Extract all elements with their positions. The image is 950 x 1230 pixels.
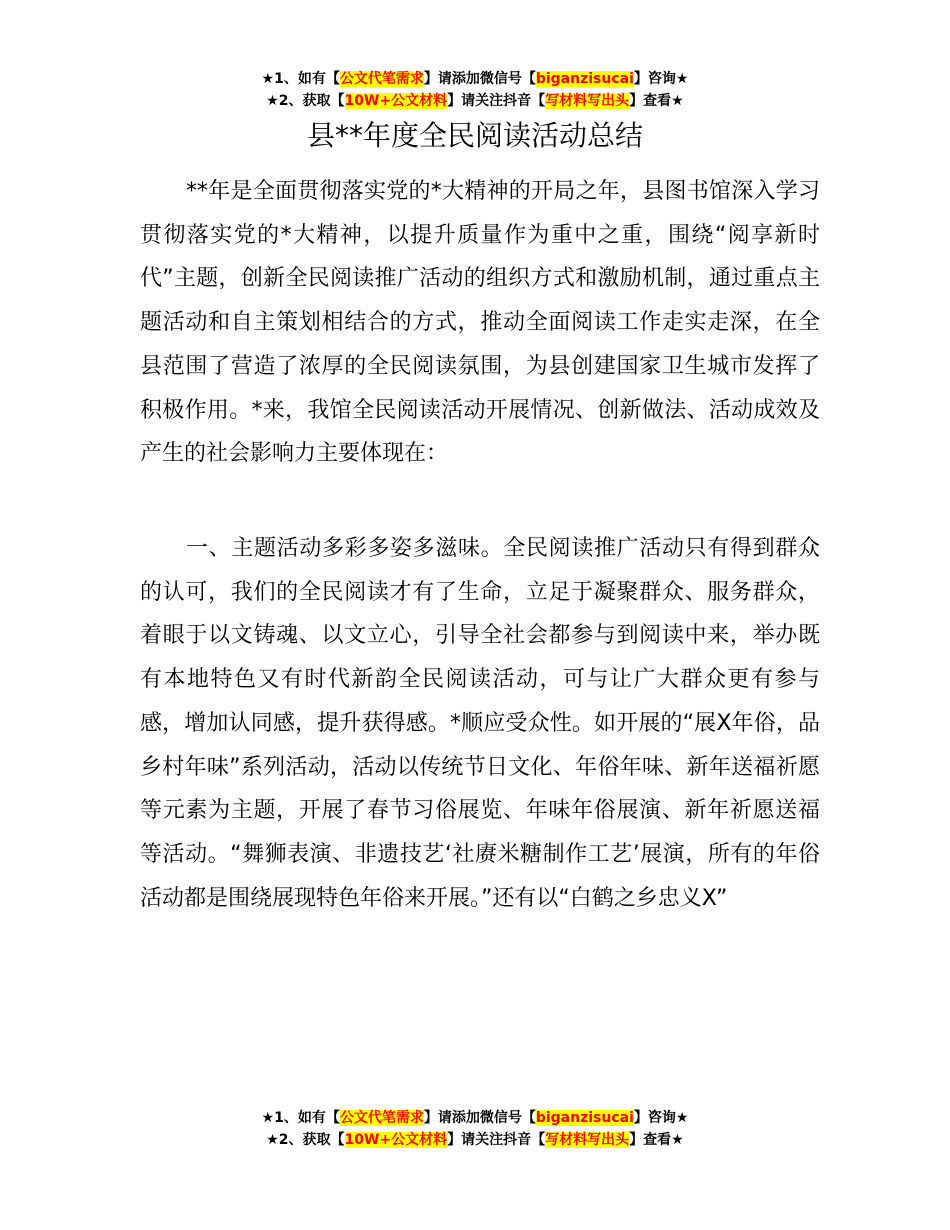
paragraph-section-1: 一、主题活动多彩多姿多滋味。全民阅读推广活动只有得到群众的认可，我们的全民阅读才有了生命，立足于凝聚群众、服务群众，着眼于以文铸魂、以文立心，引导全社会都参与到阅读中来，举办既有本地特色又有时代新韵全民阅读活动，可与让广大群众更有参与感，增加认同感，提升获得感。*顺应受众性。如开展的“展X年俗，品乡村年味”系列活动，活动以传统节日文化、年俗年味、新年送福祈愿等元素为主题，开展了春节习俗展览、年味年俗展演、新年祈愿送福等活动。“舞狮表演、非遗技艺‘社赓米糖制作工艺’展演，所有的年俗活动都是围绕展现特色年俗来开展。”还有以“白鹤之乡忠义X” — [140, 536, 820, 911]
header-banner — [0, 68, 950, 112]
footer-line-2-suffix: 】查看★ — [629, 1132, 684, 1148]
banner-line-1 — [0, 68, 950, 90]
document-title: 县**年度全民阅读活动总结 — [306, 119, 643, 152]
footer-highlight-materials: 10W+公文材料 — [344, 1132, 448, 1148]
banner-line-2 — [0, 90, 950, 112]
banner-line-1-prefix: ★1、如有【 — [261, 71, 340, 87]
footer-line-1 — [0, 1107, 950, 1129]
banner-highlight-materials: 10W+公文材料 — [344, 93, 448, 109]
footer-line-2-prefix: ★2、获取【 — [266, 1132, 345, 1148]
banner-line-2-middle: 】请关注抖音【 — [447, 93, 546, 109]
banner-highlight-douyin: 写材料写出头 — [545, 93, 630, 109]
footer-line-2 — [0, 1129, 950, 1151]
footer-line-1-suffix: 】咨询★ — [633, 1110, 689, 1126]
footer-line-2-middle: 】请关注抖音【 — [447, 1132, 546, 1148]
footer-highlight-ghostwriting: 公文代笔需求 — [339, 1110, 424, 1126]
footer-highlight-douyin: 写材料写出头 — [545, 1132, 630, 1148]
banner-highlight-wechat-id: biganzisucai — [535, 71, 634, 87]
banner-line-1-suffix: 】咨询★ — [633, 71, 689, 87]
banner-line-2-prefix: ★2、获取【 — [266, 93, 345, 109]
footer-line-1-prefix: ★1、如有【 — [261, 1110, 340, 1126]
footer-banner — [0, 1107, 950, 1151]
footer-highlight-wechat-id: biganzisucai — [535, 1110, 634, 1126]
banner-line-1-middle: 】请添加微信号【 — [423, 71, 536, 87]
banner-highlight-ghostwriting: 公文代笔需求 — [339, 71, 424, 87]
banner-line-2-suffix: 】查看★ — [629, 93, 684, 109]
paragraph-intro: **年是全面贯彻落实党的*大精神的开局之年，县图书馆深入学习贯彻落实党的*大精神，以提升质量作为重中之重，围绕“阅享新时代”主题，创新全民阅读推广活动的组织方式和激励机制，通过重点主题活动和自主策划相结合的方式，推动全面阅读工作走实走深，在全县范围了营造了浓厚的全民阅读氛围，为县创建国家卫生城市发挥了积极作用。*来，我馆全民阅读活动开展情况、创新做法、活动成效及产生的社会影响力主要体现在： — [140, 179, 820, 467]
footer-line-1-middle: 】请添加微信号【 — [423, 1110, 536, 1126]
